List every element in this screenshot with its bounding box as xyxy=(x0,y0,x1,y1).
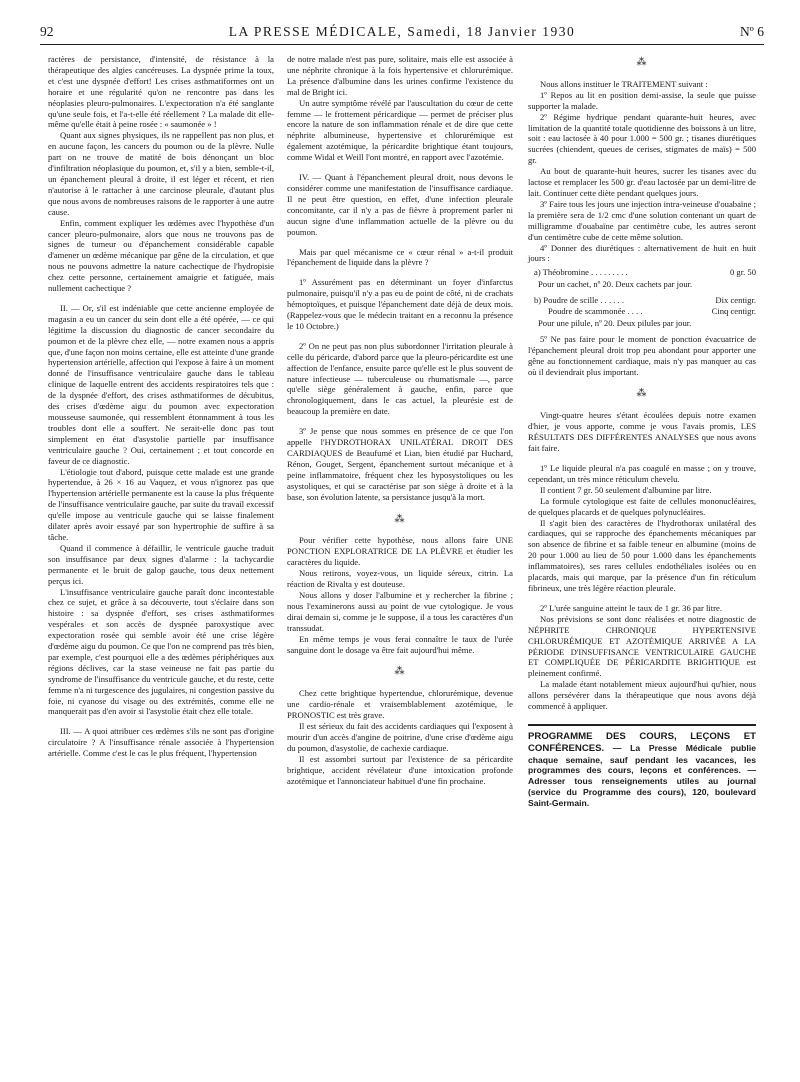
paragraph: Il contient 7 gr. 50 seulement d'albumine par litre. xyxy=(540,484,712,495)
paragraph: Quand il commence à défaillir, le ventricule gauche traduit son insuffisance par deux signes d'alarme : la tachycardie permanente et le bruit de galop gauche, tous deux nettement perçus ici. xyxy=(48,542,274,586)
paragraph: 1º Repos au lit en position demi-assise, la seule que puisse supporter la malade. xyxy=(528,89,756,111)
program-text: — La Presse Médicale publie chaque semaine, sauf pendant les vacances, les programmes des cours, leçons et conférences. — Adresser tous renseignements utiles au journal (service du Programme des cours), 120, boulevard Saint-Germain. xyxy=(528,742,756,808)
paragraph: L'insuffisance ventriculaire gauche paraît donc incontestable chez ce sujet, et grâce à sa découverte, tout s'éclaire dans son histoire : sa dyspnée d'effort, ses crises asthmatiformes vespérales et son accès de dyspnée paroxystique avec expectoration rosée qui semble avoir été une crise légère d'œdème aigu du poumon. Ce que l'on ne comprend pas très bien, par exemple, c'est pourquoi elle a des œdèmes périphériques aux régions déclives, car la stase veineuse ne fait pas partie du syndrome de l'insuffisance du ventricule gauche, et du reste, cette femme n'a ni turgescence des jugulaires, ni congestion passive du foie, ni cyanose du visage ou des extrémités, comme elle ne manquerait pas d'en avoir si l'asystolie était chez elle totale. xyxy=(48,586,274,717)
paragraph: Quant aux signes physiques, ils ne rappellent pas non plus, et en aucune façon, les cancers du poumon ou de la plèvre. Nulle part on ne trouve de matité de bois dénonçant un bloc d'infiltration néoplasique du poumon, et, s'il y a bien, semble-t-il, un épanchement pleural à droite, il est léger et récent, et rien n'autorise à le rattacher à une carcinose pleurale, d'autant plus que nous avons de nombreuses raisons de le rapporter à une autre cause. xyxy=(48,130,274,217)
paragraph: de notre malade n'est pas pure, solitaire, mais elle est associée à une néphrite chronique à la fois hypertensive et chlorurémique. La présence d'albumine dans les urines confirme l'existence du mal de Bright ici. xyxy=(287,54,513,97)
column-2 xyxy=(287,54,513,786)
paragraph: 4º Donner des diurétiques : alternativement de huit en huit jours : xyxy=(528,242,756,264)
asterism-icon: ⁂ xyxy=(394,666,406,678)
paragraph: Au bout de quarante-huit heures, sucrer les tisanes avec du lactose et remplacer les 500 gr. d'eau lactosée par un demi-litre de lait. Continuer cette diète pendant quelques jours. xyxy=(528,166,756,198)
column-3 xyxy=(528,54,756,809)
section-ii-paragraph: II. — Or, s'il est indéniable que cette ancienne employée de magasin a eu un cancer du sein dont elle a été opérée, — ce qui légitime la discussion du diagnostic de cancer secondaire du poumon et de la plèvre chez elle, — notre examen nous a appris que, d'une façon non moins certaine, elle est atteinte d'une grande hypertension artérielle, affection qui l'expose à faire à un moment donné de l'insuffisance ventriculaire gauche dans le tableau clinique de laquelle entrent des accidents respiratoires tels que : de la dyspnée d'effort, des crises asthmatiformes de décubitus, des crises d'œdème aigu du poumon avec expectoration mousseuse saumonée, qui ressemblent étonnamment à tous les troubles dont elle a souffert. Ne serait-elle donc pas tout simplement en état d'asystolie partielle par insuffisance ventriculaire gauche ? Oui, certainement ; et tout concorde en faveur de ce diagnostic. xyxy=(48,302,274,466)
paragraph: Enfin, comment expliquer les œdèmes avec l'hypothèse d'un cancer pleuro-pulmonaire, alors que nous ne trouvons pas de signes de tumeur ou d'épanchement considérable capable d'amener un œdème mécanique par gêne de la circulation, et que nous ne pouvons admettre la nature cachectique de l'hydropisie chez cette personne, certainement amaigrie et fatiguée, mais nullement cachectique ? xyxy=(48,217,274,294)
rx-drug: b) Poudre de scille . . . . . . xyxy=(534,295,624,306)
paragraph: Il s'agit bien des caractères de l'hydrothorax unilatéral des cardiaques, qui se rapproche des épanchements mécaniques par son absence de fibrine et sa faible teneur en albumine (moins de 20 pour 1.000 au lieu de 50 pour 1.000 dans les épanchements inflammatoires), ses rares cellules endothéliales isolées ou en placards, mais qui marque, par la présence d'un fin réticulum fibrineux, une très légère réaction pleurale. xyxy=(528,517,756,593)
prescription-b xyxy=(528,295,756,329)
rx-note: Pour un cachet, nº 20. Deux cachets par jour. xyxy=(538,279,693,290)
paragraph: Vingt-quatre heures s'étant écoulées depuis notre examen d'hier, je vous apporte, comme je vous l'avais promis, LES RÉSULTATS DES DIFFÉRENTES ANALYSES que nous avons fait faire. xyxy=(528,410,756,454)
paragraph: Un autre symptôme révélé par l'auscultation du cœur de cette femme — le frottement péricardique — permet de préciser plus encore la nature de son inflammation rénale et de dire que cette néphrite albumineuse, hypertensive et chlorurémique est également azotémique, la péricardite brightique étant toujours, comme Widal et Weill l'ont montré, en rapport avec l'azotémie. xyxy=(287,97,513,163)
rx-dose: 0 gr. 50 xyxy=(729,267,756,278)
rx-drug: Poudre de scammonée . . . . xyxy=(548,306,643,317)
paragraph: Il est assombri surtout par l'existence de sa péricardite brightique, accident révélateur d'une intoxication profonde azotémique et l'annonciateur habituel d'une fin prochaine. xyxy=(287,753,513,786)
paragraph: Nous retirons, voyez-vous, un liquide séreux, citrin. La réaction de Rivalta y est douteuse. xyxy=(287,568,513,590)
program-notice xyxy=(528,724,756,809)
paragraph: En même temps je vous ferai connaître le taux de l'urée sanguine dont le dosage va être fait aujourd'hui même. xyxy=(287,633,513,655)
page-number: 92 xyxy=(40,24,54,39)
paragraph: Nos prévisions se sont donc réalisées et notre diagnostic de NÉPHRITE CHRONIQUE HYPERTENSIVE CHLORURÉMIQUE ET AZOTÉMIQUE ARRIVÉE A LA PÉRIODE D'INSUFFISANCE VENTRICULAIRE GAUCHE ET COMPLIQUÉE DE PÉRICARDITE BRIGHTIQUE est pleinement confirmé. xyxy=(528,613,756,679)
column-1 xyxy=(48,54,274,759)
paragraph: Pour vérifier cette hypothèse, nous allons faire UNE PONCTION EXPLORATRICE DE LA PLÈVRE et étudier les caractères du liquide. xyxy=(287,535,513,568)
paragraph: 5º Ne pas faire pour le moment de ponction évacuatrice de l'épanchement pleural droit trop peu abondant pour apporter une gêne au fonctionnement cardiaque, mais n'y pas manquer au cas où il deviendrait plus important. xyxy=(528,333,756,377)
paragraph: 2º On ne peut pas non plus subordonner l'irritation pleurale à celle du péricarde, d'abord parce que la pleuro-péricardite est une affection de l'enfance, ensuite parce qu'elle est le plus souvent de nature infectieuse — tuberculeuse ou rhumatismale —, parce qu'elle siège généralement à gauche, enfin, parce que chronologiquement, dans le cas actuel, la pleurésie est de beaucoup la première en date. xyxy=(287,340,513,417)
paragraph: Chez cette brightique hypertendue, chlorurémique, devenue une cardio-rénale et vraisemblablement azotémique, le PRONOSTIC est très grave. xyxy=(287,688,513,721)
issue-number: Nº 6 xyxy=(739,24,764,39)
paragraph: ractères de persistance, d'intensité, de résistance à la thérapeutique des algies cancéreuses. La dyspnée prime la toux, et c'est une dyspnée d'effort! Les crises asthmatiformes ont un horaire et une régularité qu'on ne rencontre pas dans les néoplasies pleuro-pulmonaires. L'expectoration n'a été sanglante qu'une seule fois, et l'a-t-elle été réellement ? La malade dit elle-même qu'elle était à peine rosée : « saumonée » ! xyxy=(48,54,274,130)
paragraph: 3º Faire tous les jours une injection intra-veineuse d'ouabaïne ; la première sera de 1/2 cmc d'une solution contenant un quart de milligramme d'ouabaïne par centimètre cube, les autres seront d'un centimètre cube de cette même solution. xyxy=(528,198,756,242)
paragraph: L'étiologie tout d'abord, puisque cette malade est une grande hypertendue, à 26 × 16 au Vaquez, et vous n'ignorez pas que l'hypertension artérielle permanente est la cause la plus fréquente de l'insuffisance ventriculaire gauche, par suite du travail excessif qu'elle impose au ventricule gauche qui se laisse finalement dilater après avoir essayé par son hypertrophie de suffire à sa tâche. xyxy=(48,466,274,542)
program-heading: PROGRAMME DES COURS, LEÇONS ET CONFÉRENCES. xyxy=(528,730,756,754)
journal-title: LA PRESSE MÉDICALE, Samedi, 18 Janvier 1930 xyxy=(228,24,576,39)
rx-drug: a) Théobromine . . . . . . . . . xyxy=(534,267,628,278)
section-iv-paragraph: IV. — Quant à l'épanchement pleural droit, nous devons le considérer comme une manifestation de l'insuffisance cardiaque. Il ne peut être question, en effet, d'une infection pleurale concomitante, car il n'y a pas de fièvre à proprement parler ni aucun signe d'une inflammation actuelle de la plèvre ou du poumon. xyxy=(287,172,513,237)
section-iii-paragraph: III. — A quoi attribuer ces œdèmes s'ils ne sont pas d'origine circulatoire ? A l'insuffisance rénale associée à l'hypertension artérielle. Comme c'est le cas le plus fréquent, l'hypertension xyxy=(48,726,274,759)
asterism-icon: ⁂ xyxy=(636,388,648,400)
paragraph: Il est sérieux du fait des accidents cardiaques qui l'exposent à mourir d'un accès d'angine de poitrine, d'une crise d'œdème aigu du poumon, d'asystolie, de cachexie cardiaque. xyxy=(287,721,513,753)
asterism-icon: ⁂ xyxy=(394,513,406,525)
paragraph: 1º Assurément pas en déterminant un foyer d'infarctus pulmonaire, puisqu'il n'y a pas eu de point de côté, ni de crachats hémoptoïques, et puisque l'épanchement date déjà de deux mois. (Rappelez-vous que le médecin traitant en a reconnu la présence le 10 Octobre.) xyxy=(287,277,513,331)
paragraph: 2º Régime hydrique pendant quarante-huit heures, avec limitation de la quantité totale quotidienne des boissons à un litre, soit : eau lactosée à 40 pour 1.000 = 500 gr. ; tisanes diurétiques sucrées (chiendent, queues de cerises, stigmates de maïs) = 500 gr. xyxy=(528,111,756,166)
prescription-a xyxy=(528,267,756,290)
paragraph: La malade étant notablement mieux aujourd'hui qu'hier, nous allons persévérer dans la thérapeutique que nous avons déjà commencé à appliquer. xyxy=(528,679,756,712)
question-paragraph: Mais par quel mécanisme ce « cœur rénal » a-t-il produit l'épanchement de liquide dans la plèvre ? xyxy=(287,246,513,268)
rx-note: Pour une pilule, nº 20. Deux pilules par jour. xyxy=(538,317,692,328)
paragraph: Nous allons y doser l'albumine et y rechercher la fibrine ; nous l'examinerons aussi au point de vue cytologique. Je vous dirai demain si, comme je le suppose, il a tous les caractères d'un transsudat. xyxy=(287,589,513,633)
paragraph: 2º L'urée sanguine atteint le taux de 1 gr. 36 par litre. xyxy=(540,602,722,613)
asterism-icon: ⁂ xyxy=(636,57,648,68)
rx-dose: Dix centigr. xyxy=(715,295,756,306)
rx-dose: Cinq centigr. xyxy=(711,306,756,317)
page-header xyxy=(40,22,764,45)
paragraph: Nous allons instituer le TRAITEMENT suivant : xyxy=(540,78,708,89)
paragraph: La formule cytologique est faite de cellules mononucléaires, de quelques placards et de quelques polynucléaires. xyxy=(528,495,756,517)
paragraph: 1º Le liquide pleural n'a pas coagulé en masse ; on y trouve, cependant, un très mince réticulum chevelu. xyxy=(528,463,756,484)
paragraph: 3º Je pense que nous sommes en présence de ce que l'on appelle l'HYDROTHORAX UNILATÉRAL DROIT DES CARDIAQUES de Beaufumé et Lian, bien étudié par Huchard, Rénon, Gouget, Sergent, épanchement surtout mécanique et à peine inflammatoire, fréquent chez les hyposystoliques ou les asystoliques, et qui se caractérise par son siège à droite et à la base, son évolution latente, sa persistance jusqu'à la mort. xyxy=(287,426,513,502)
